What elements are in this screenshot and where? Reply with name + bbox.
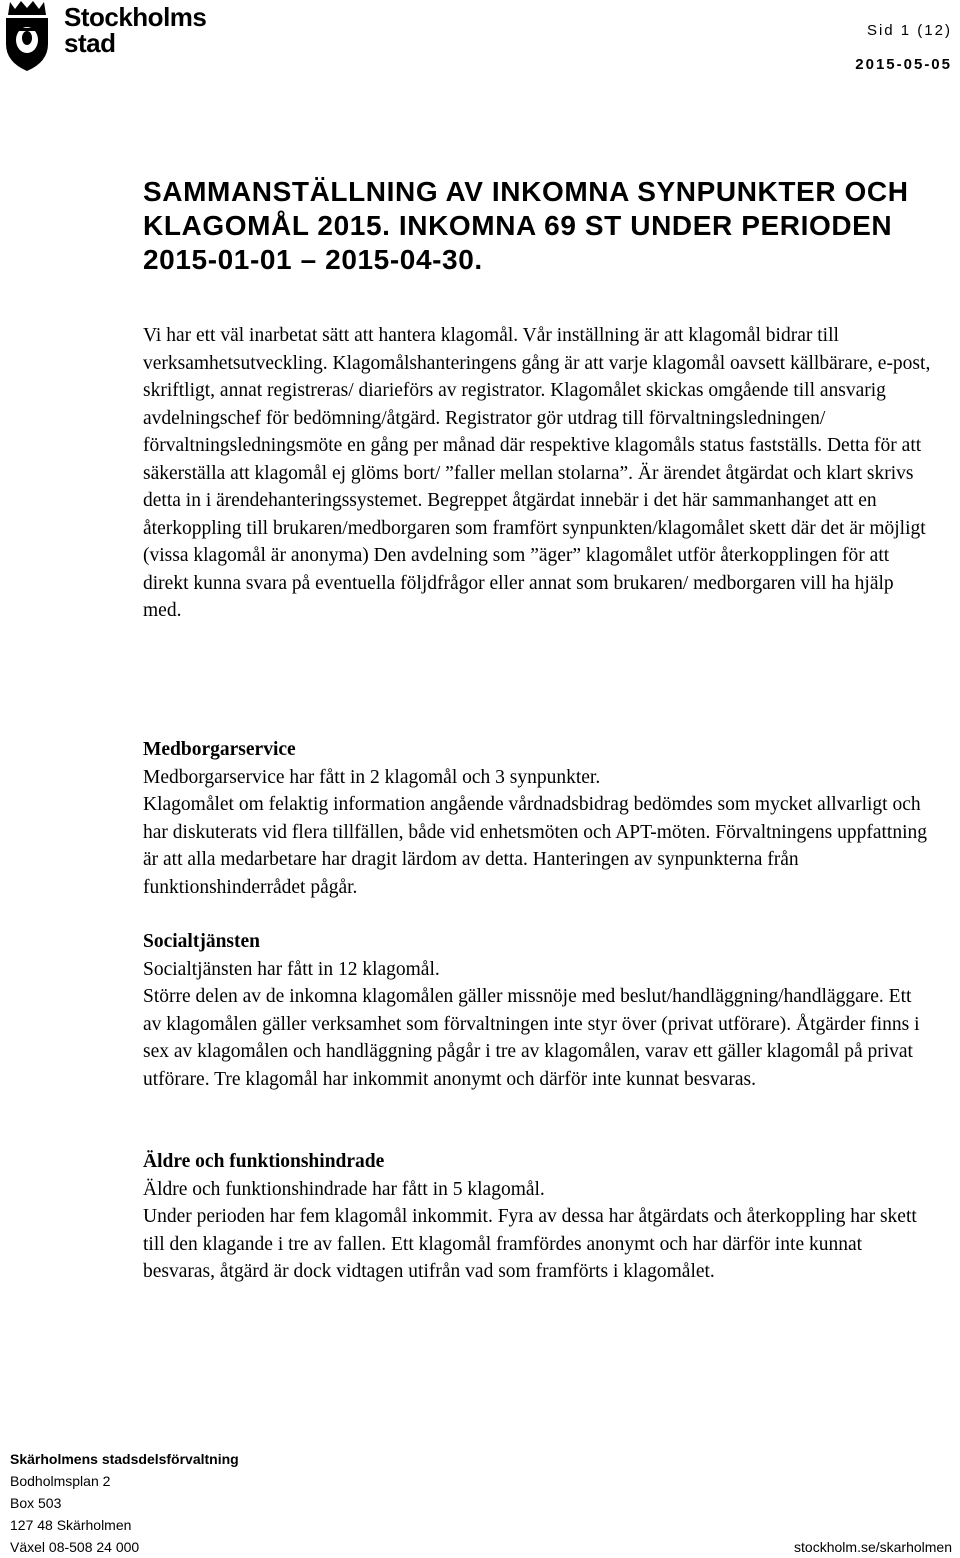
- section-medborgarservice: [143, 736, 933, 901]
- footer-org: Skärholmens stadsdelsförvaltning: [10, 1451, 239, 1467]
- section-heading: Socialtjänsten: [143, 931, 260, 952]
- document-title: SAMMANSTÄLLNING AV INKOMNA SYNPUNKTER OCH KLAGOMÅL 2015. INKOMNA 69 ST UNDER PERIODEN 2015-01-01 – 2015-04-30.: [143, 176, 909, 275]
- section-heading: Medborgarservice: [143, 739, 296, 760]
- intro-paragraph: Vi har ett väl inarbetat sätt att hantera klagomål. Vår inställning är att klagomål bidrar till verksamhetsutveckling. Klagomålshanteringens gång är att varje klagomål oavsett källbärare, e-post, skriftligt, annat registreras/ diarieförs av registrator. Klagomålet skickas omgående till ansvarig avdelningschef för bedömning/åtgärd. Registrator gör utdrag till förvaltningsledningen/ förvaltningsledningsmöte en gång per månad där respektive klagomåls status fastställs. Detta för att säkerställa att klagomål ej glöms bort/ ”faller mellan stolarna”. Är ärendet åtgärdat och klart skrivs detta in i ärendehanteringssystemet. Begreppet åtgärdat innebär i det här sammanhanget att en återkoppling till brukaren/medborgaren som framfört synpunkten/klagomålet skett där det är möjligt (vissa klagomål är anonyma) Den avdelning som ”äger” klagomålet utför återkopplingen för att direkt kunna svara på eventuella följdfrågor eller annat som brukaren/ medborgaren vill ha hjälp med.: [143, 325, 931, 621]
- page-number: Sid 1 (12): [866, 22, 952, 39]
- footer-address-line: Bodholmsplan 2: [10, 1473, 111, 1489]
- section-text: Större delen av de inkomna klagomålen gäller missnöje med beslut/handläggning/handläggare. Ett av klagomålen gäller verksamhet som förvaltningen inte styr över (privat utförare). Åtgärder finns i sex av klagomålen och handläggning pågår i tre av klagomålen, varav ett gäller klagomål på privat utförare. Tre klagomål har inkommit anonymt och därför inte kunnat besvaras.: [143, 986, 920, 1090]
- section-summary: Äldre och funktionshindrade har fått in 5 klagomål.: [143, 1178, 545, 1200]
- section-aldre-och-funktionshindrade: [143, 1148, 933, 1286]
- page-meta: [855, 14, 952, 82]
- logo-line2: stad: [64, 28, 116, 58]
- footer-address-line: Box 503: [10, 1495, 62, 1511]
- section-socialtjansten: [143, 928, 933, 1093]
- footer-address-line: 127 48 Skärholmen: [10, 1517, 132, 1533]
- footer-website[interactable]: stockholm.se/skarholmen: [794, 1539, 952, 1555]
- crown-shield-icon: [2, 0, 52, 72]
- footer-phone: Växel 08-508 24 000: [10, 1539, 140, 1555]
- section-text: Under perioden har fem klagomål inkommit. Fyra av dessa har åtgärdats och återkoppling har skett till den klagande i tre av fallen. Ett klagomål framfördes anonymt och har därför inte kunnat besvaras, åtgärd är dock vidtagen utifrån vad som framförts i klagomålet.: [143, 1206, 917, 1282]
- logo-wordmark: [64, 4, 206, 56]
- section-text: Klagomålet om felaktig information angående vårdnadsbidrag bedömdes som mycket allvarligt och har diskuterats vid flera tillfällen, både vid enhetsmöten och APT-möten. Förvaltningens uppfattning är att alla medarbetare har dragit lärdom av detta. Hanteringen av synpunkterna från funktionshinderrådet pågår.: [143, 794, 927, 898]
- section-heading: Äldre och funktionshindrade: [143, 1151, 385, 1172]
- section-summary: Medborgarservice har fått in 2 klagomål och 3 synpunkter.: [143, 766, 601, 788]
- document-date: 2015-05-05: [855, 56, 952, 73]
- section-summary: Socialtjänsten har fått in 12 klagomål.: [143, 958, 440, 980]
- footer-address: [10, 1448, 239, 1558]
- logo-line1: Stockholms: [64, 2, 207, 32]
- stockholms-stad-logo: [0, 0, 220, 80]
